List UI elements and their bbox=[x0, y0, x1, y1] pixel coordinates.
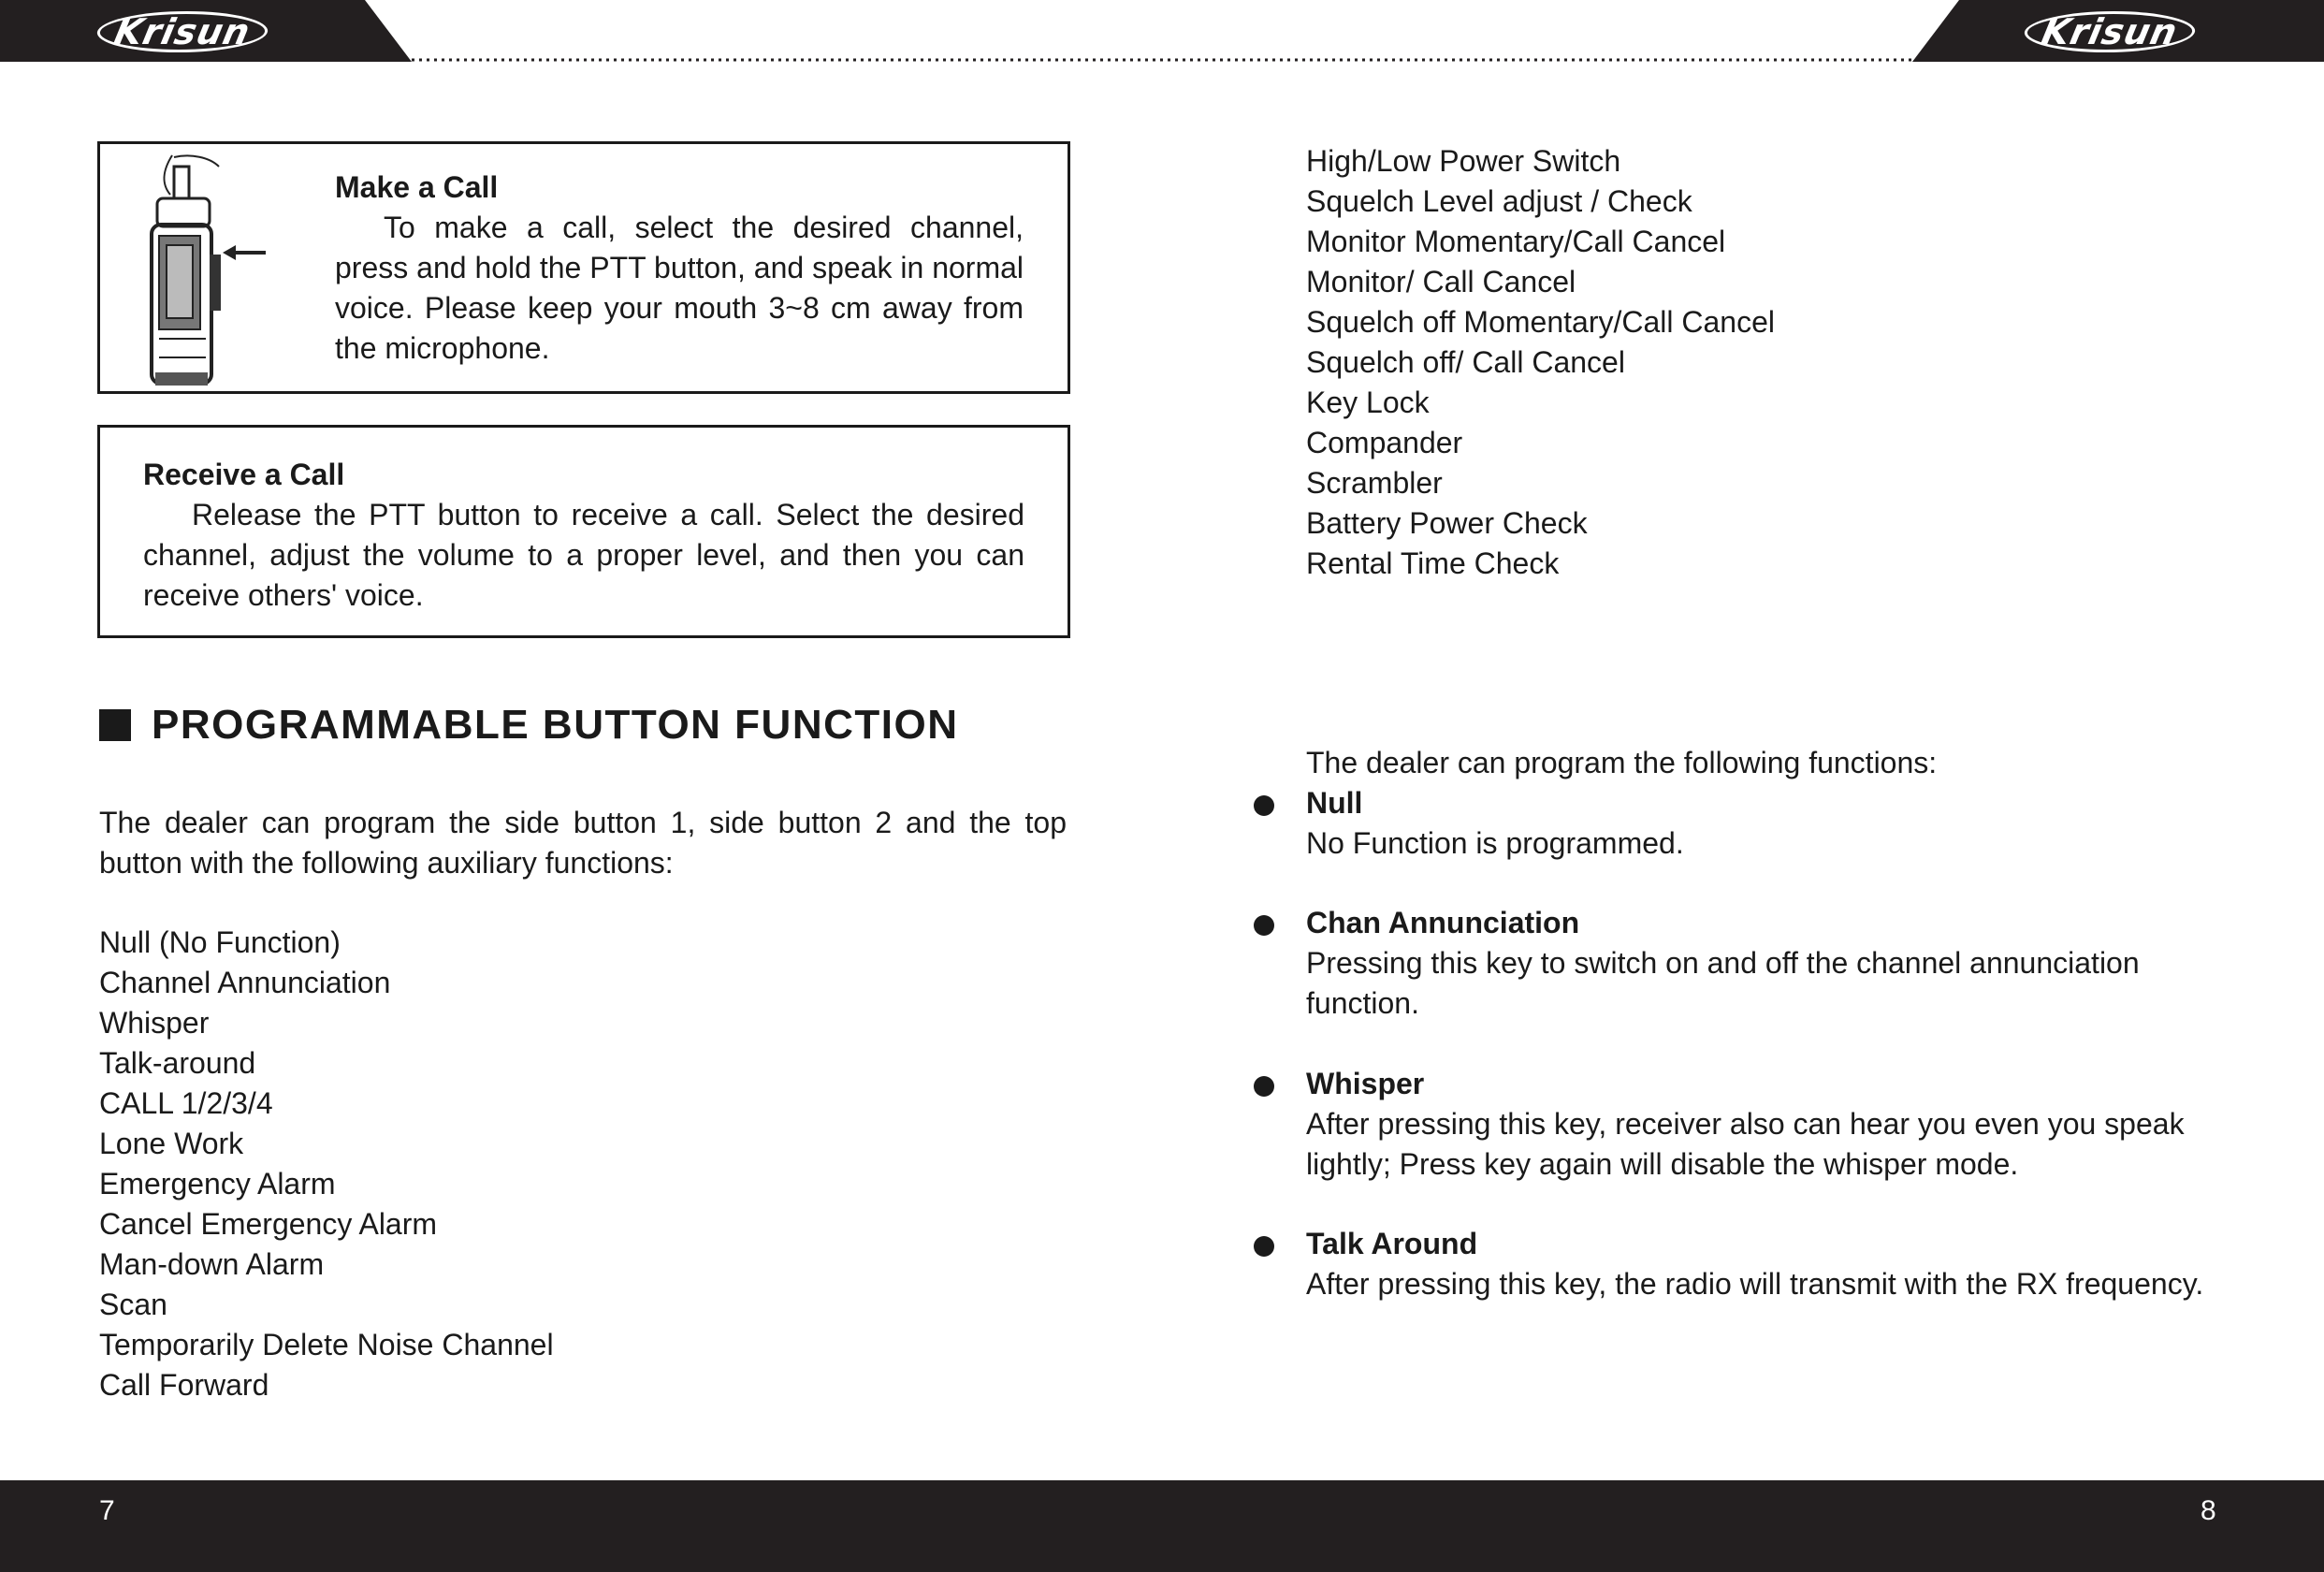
list-item: Key Lock bbox=[1306, 386, 1430, 419]
section-title: PROGRAMMABLE BUTTON FUNCTION bbox=[152, 702, 959, 748]
receive-call-body: Release the PTT button to receive a call. Select the desired channel, adjust the volume to a proper level, and then you can receive others' voice. bbox=[143, 498, 1024, 612]
function-list-left bbox=[99, 923, 554, 1405]
bullet-dot-icon bbox=[1254, 915, 1274, 936]
list-item: Compander bbox=[1306, 426, 1463, 459]
list-item: Battery Power Check bbox=[1306, 506, 1588, 540]
list-item: Channel Annunciation bbox=[99, 966, 391, 999]
bullet-dot-icon bbox=[1254, 1236, 1274, 1257]
header-shapes bbox=[0, 0, 2324, 64]
list-item: Rental Time Check bbox=[1306, 546, 1560, 580]
list-item: Man-down Alarm bbox=[99, 1247, 325, 1281]
page-number-left: 7 bbox=[99, 1495, 115, 1526]
detail-desc: After pressing this key, receiver also can hear you even you speak lightly; Press key again will disable the whisper mode. bbox=[1306, 1107, 2185, 1181]
detail-title: Talk Around bbox=[1306, 1227, 1478, 1260]
square-bullet-icon bbox=[99, 709, 131, 741]
function-list-right bbox=[1306, 141, 1775, 584]
detail-title: Whisper bbox=[1306, 1067, 1425, 1100]
make-call-text bbox=[335, 208, 1024, 369]
section-heading bbox=[99, 702, 958, 749]
page-number-right: 8 bbox=[2201, 1495, 2216, 1526]
bullet-dot-icon bbox=[1254, 1076, 1274, 1097]
list-item: Temporarily Delete Noise Channel bbox=[99, 1328, 554, 1361]
list-item: Monitor/ Call Cancel bbox=[1306, 265, 1576, 298]
receive-call-text bbox=[143, 495, 1024, 616]
list-item: High/Low Power Switch bbox=[1306, 144, 1621, 178]
make-call-body: To make a call, select the desired channel, press and hold the PTT button, and speak in normal voice. Please keep your mouth 3~8 cm away from the microphone. bbox=[335, 211, 1024, 365]
footer-bar bbox=[0, 1480, 2324, 1572]
make-call-title: Make a Call bbox=[335, 170, 499, 204]
detail-title: Null bbox=[1306, 786, 1363, 820]
list-item: Emergency Alarm bbox=[99, 1167, 336, 1201]
list-item: Call Forward bbox=[99, 1368, 269, 1402]
detail-title: Chan Annunciation bbox=[1306, 906, 1580, 939]
brand-logo-text: Krisun bbox=[93, 11, 271, 52]
list-item: Squelch Level adjust / Check bbox=[1306, 184, 1692, 218]
list-item: Scan bbox=[99, 1288, 167, 1321]
header-bar bbox=[0, 0, 2324, 64]
list-item: Talk-around bbox=[99, 1046, 256, 1080]
list-item: Cancel Emergency Alarm bbox=[99, 1207, 438, 1241]
brand-logo-text: Krisun bbox=[2020, 11, 2199, 52]
dealer-intro: The dealer can program the following functions: bbox=[1306, 746, 1938, 779]
brand-logo-left bbox=[94, 9, 271, 54]
list-item: Monitor Momentary/Call Cancel bbox=[1306, 225, 1726, 258]
section-intro: The dealer can program the side button 1, side button 2 and the top button with the following auxiliary functions: bbox=[99, 806, 1067, 880]
detail-desc: No Function is programmed. bbox=[1306, 826, 1684, 860]
radio-illustration-icon bbox=[125, 152, 275, 391]
detail-desc: After pressing this key, the radio will transmit with the RX frequency. bbox=[1306, 1267, 2204, 1301]
list-item: Squelch off Momentary/Call Cancel bbox=[1306, 305, 1775, 339]
brand-logo-right bbox=[2021, 9, 2199, 54]
list-item: Squelch off/ Call Cancel bbox=[1306, 345, 1625, 379]
receive-call-title: Receive a Call bbox=[143, 458, 345, 491]
list-item: CALL 1/2/3/4 bbox=[99, 1086, 273, 1120]
bullet-dot-icon bbox=[1254, 795, 1274, 816]
list-item: Lone Work bbox=[99, 1127, 244, 1160]
detail-desc: Pressing this key to switch on and off the channel annunciation function. bbox=[1306, 946, 2140, 1020]
list-item: Whisper bbox=[99, 1006, 210, 1040]
list-item: Null (No Function) bbox=[99, 925, 341, 959]
list-item: Scrambler bbox=[1306, 466, 1443, 500]
